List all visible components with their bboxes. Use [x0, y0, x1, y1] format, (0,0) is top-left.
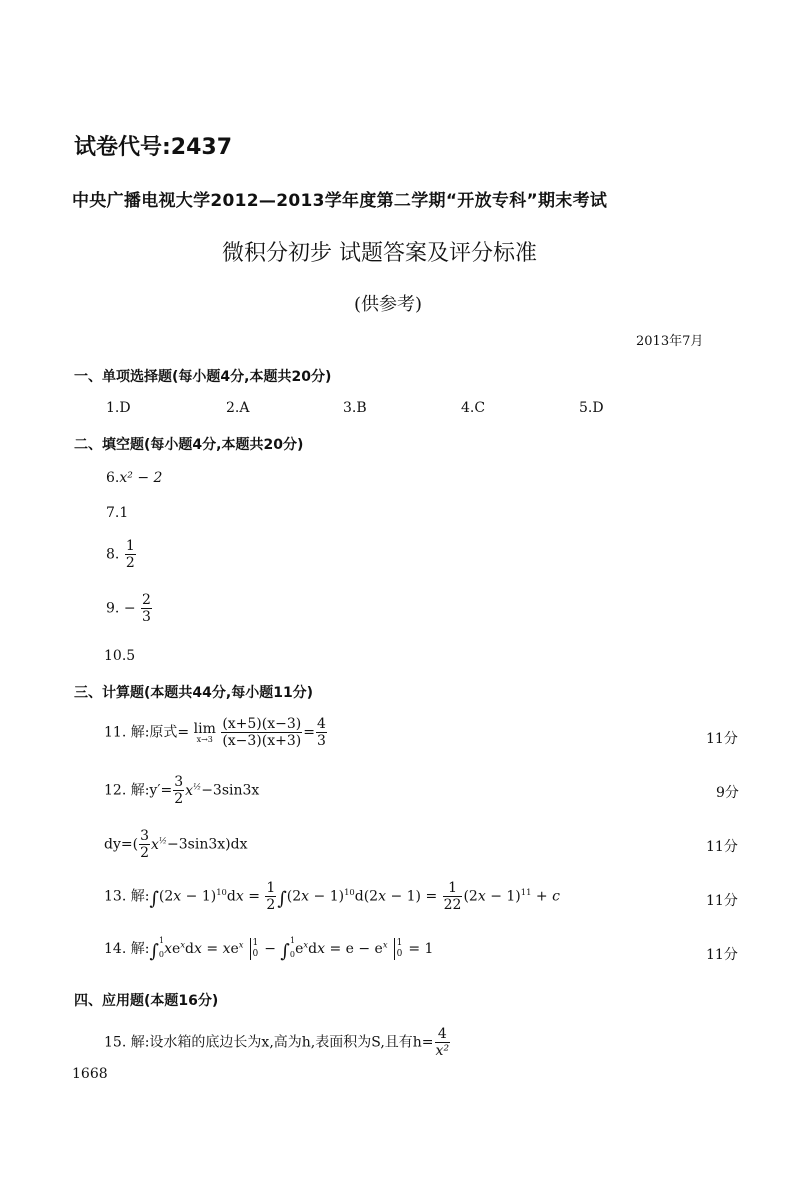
- q9-number: 9.: [106, 600, 120, 617]
- reference-note: (供参考): [354, 294, 423, 315]
- fill-answer-6: [106, 470, 162, 486]
- q9-numerator: 2: [142, 592, 151, 608]
- exam-date: 2013年7月: [636, 334, 704, 349]
- q14-label: 14. 解:: [104, 941, 150, 957]
- dy-prefix: dy=(: [104, 836, 139, 853]
- fill-answer-9: [106, 592, 153, 625]
- q11-fraction: [221, 716, 302, 749]
- q11-limit-subscript: x→3: [196, 734, 213, 744]
- q11-result-numerator: 4: [316, 716, 326, 732]
- q11-label: 11. 解:原式=: [104, 724, 190, 741]
- q12-coef-denominator: 2: [174, 791, 184, 808]
- dy-coef-numerator: 3: [140, 828, 149, 844]
- q13-half: $\frac{1}{2}$: [266, 880, 276, 914]
- application-answer-15: [104, 1026, 451, 1059]
- q8-denominator: 2: [125, 555, 135, 572]
- q13-score: 11分: [706, 893, 738, 909]
- page-number: 1668: [72, 1066, 108, 1082]
- q9-sign: −: [123, 600, 136, 617]
- dy-line: [104, 828, 247, 861]
- q8-number: 8.: [106, 546, 120, 563]
- fill-answer-7: 7.1: [106, 505, 129, 521]
- section2-title: 二、填空题(每小题4分,本题共20分): [74, 437, 304, 453]
- q6-expression: x² − 2: [119, 470, 163, 486]
- answer-2: 2.A: [226, 400, 250, 416]
- q12-power-term: $x^{\frac{1}{2}}$: [185, 780, 202, 799]
- section3-title: 三、计算题(本题共44分,每小题11分): [74, 685, 314, 701]
- q9-denominator: 3: [142, 609, 151, 626]
- calc-answer-11: 11. 解:原式= lim x→3 $\frac{(x+5)(x-3)}{(x-3)(x+3)}$ = $\frac{4}{3}$: [104, 716, 326, 750]
- q12-coefficient: [173, 774, 184, 807]
- q11-denominator: (x−3)(x+3): [222, 733, 302, 750]
- calc-answer-12: [104, 774, 259, 807]
- q11-result: [316, 716, 327, 749]
- answer-4: 4.C: [461, 400, 486, 416]
- q8-fraction: [125, 538, 136, 571]
- q8-numerator: 1: [125, 538, 135, 554]
- calc-answer-13: 13. 解:∫(2x − 1)$^{10}$dx = $\frac{1}{2}$ $\int(2x - 1)^{10}d(2x - 1)$ = $\frac{1}{22}$ $(2x - 1)^{11} + c$: [104, 880, 560, 914]
- answer-5: 5.D: [579, 400, 604, 416]
- q15-numerator: 4: [435, 1026, 451, 1043]
- exam-title: 中央广播电视大学2012—2013学年度第二学期“开放专科”期末考试: [72, 191, 608, 211]
- q14-eval-bar-2: 1 0: [394, 938, 403, 960]
- subject-title: 微积分初步 试题答案及评分标准: [222, 241, 537, 266]
- fill-answer-10: 10.5: [104, 648, 136, 664]
- q14-eval-bar-1: 1 0: [250, 938, 259, 960]
- answer-3: 3.B: [343, 400, 367, 416]
- q11-limit: lim x→3: [193, 720, 216, 744]
- answer-1: 1.D: [106, 400, 131, 416]
- q11-score: 11分: [706, 731, 738, 747]
- q12-coef-numerator: 3: [174, 774, 184, 790]
- q15-denominator: x²: [435, 1043, 450, 1060]
- q12-rest: −3sin3x: [201, 782, 260, 799]
- q9-fraction: [141, 592, 152, 625]
- dy-coefficient: [139, 828, 150, 861]
- dy-rest: −3sin3x)dx: [167, 836, 248, 853]
- q12-score: 9分: [716, 785, 739, 801]
- paper-code: 试卷代号:2437: [74, 135, 233, 160]
- dy-power-term: $x^{\frac{1}{2}}$: [151, 834, 168, 853]
- fill-answer-8: [106, 538, 137, 571]
- q11-numerator: (x+5)(x−3): [222, 716, 302, 732]
- dy-coef-denominator: 2: [140, 845, 149, 862]
- dy-score: 11分: [706, 839, 738, 855]
- q14-score: 11分: [706, 947, 738, 963]
- q13-coefficient: $\frac{1}{22}$: [443, 880, 462, 914]
- q11-result-denominator: 3: [316, 733, 326, 750]
- calc-answer-14: 14. 解$:\int_0^1xe^xdx = xe^x$ 1 $0 - \int_0^1e^xdx = e - e^x$ 1 0 = 1: [104, 936, 434, 962]
- section4-title: 四、应用题(本题16分): [74, 993, 219, 1009]
- q15-fraction: [435, 1026, 451, 1059]
- q15-text: 15. 解:设水箱的底边长为x,高为h,表面积为S,且有h=: [104, 1034, 434, 1051]
- q12-label: 12. 解:y′=: [104, 782, 173, 799]
- q13-label: 13. 解:: [104, 888, 150, 905]
- section1-title: 一、单项选择题(每小题4分,本题共20分): [74, 369, 332, 385]
- q6-number: 6.: [106, 470, 120, 486]
